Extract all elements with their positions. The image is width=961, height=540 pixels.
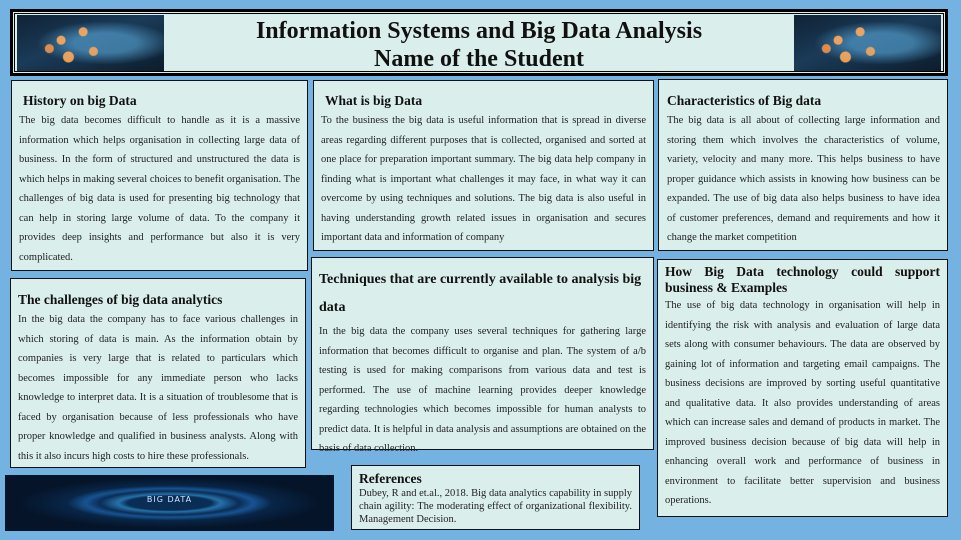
section-body: To the business the big data is useful information that is spread in diverse areas regarding different purposes that is collected, organised and sorted at one place for preparation important summary. The big data help company in finding what is important what challenges it may face, in what way it can overcome by using techniques and solutions. The big data is also useful in having understanding growth related issues in organisation and secures important data and information of company — [321, 115, 646, 243]
section-challenges — [10, 278, 306, 468]
section-body: In the big data the company uses several techniques for gathering large information that becomes difficult to organise and plan. The system of a/b testing is used for making comparisons from various data and test is performed. The use of machine learning provides deeper knowledge regarding technologies which becomes impossible for human analysts to predict data. It is helpful in data analysis and assumptions are obtained on the basis of data collection. — [319, 326, 646, 454]
section-body: The big data is all about of collecting large information and storing them which involves the characteristics of volume, variety, velocity and many more. This helps business to have proper guidance which assists in knowing how business can be expanded. The use of big data also helps business to have idea of customer preferences, demand and requirements and how it change the market competition — [667, 115, 940, 243]
header-right-image — [794, 15, 941, 71]
section-what-is-big-data — [313, 80, 654, 251]
section-how-big-data-supports-business — [657, 259, 948, 517]
header-left-image — [17, 15, 164, 71]
section-title: History on big Data — [23, 93, 137, 108]
section-body: The use of big data technology in organisation will help in identifying the risk with analysis and evaluation of large data sets along with consumer behaviours. The data are observed by gaining lot of information and targeting email campaigns. The business decisions are improved by sorting useful quantitative and qualitative data. It also provides understanding of areas which can increase sales and demand of products in market. The improved business decision because of big data will help in enhancing overall work and performance of business in environment to facilitate better supervision and business operations. — [665, 300, 940, 506]
section-body: In the big data the company has to face various challenges in which storing of data is main. As the information obtain by companies is very large that is related to particulars which becomes impossible for any immediate person who lacks knowledge to interpret data. It is a situation of troublesome that is faced by organisation because of less professionals who have proper knowledge and qualified in business analysts. Along with this it also incurs high costs to hire these professionals. — [18, 314, 298, 462]
poster-header — [10, 9, 948, 76]
section-history — [11, 80, 308, 271]
section-techniques — [311, 257, 654, 454]
poster-title — [173, 17, 785, 73]
big-data-image — [5, 475, 334, 531]
reference-entry: Dubey, R and et.al., 2018. Big data analytics capability in supply chain agility: The moderating effect of organizational flexibility. Management Decision. — [359, 488, 632, 525]
title-line-2: Name of the Student — [374, 46, 584, 72]
section-title: The challenges of big data analytics — [18, 292, 223, 307]
section-references — [351, 465, 640, 530]
section-title: Characteristics of Big data — [667, 93, 822, 108]
section-characteristics — [658, 79, 948, 251]
section-title: References — [359, 471, 422, 486]
section-title: How Big Data technology could support business & Examples — [665, 264, 940, 295]
section-body: The big data becomes difficult to handle as it is a massive information which helps organisation in collecting large data of business. In the form of structured and unstructured the data is which helps in making several choices to benefit organisation. The challenges of big data is used for presenting big technology that can help in storing large volume of data. To the company it provides deep insights and performance but also it is very complicated. — [19, 115, 300, 263]
title-line-1: Information Systems and Big Data Analysis — [255, 18, 703, 44]
section-title: Techniques that are currently available to analysis big data — [319, 272, 642, 315]
section-title: What is big Data — [325, 93, 423, 108]
big-data-image-label: BIG DATA — [146, 495, 193, 504]
